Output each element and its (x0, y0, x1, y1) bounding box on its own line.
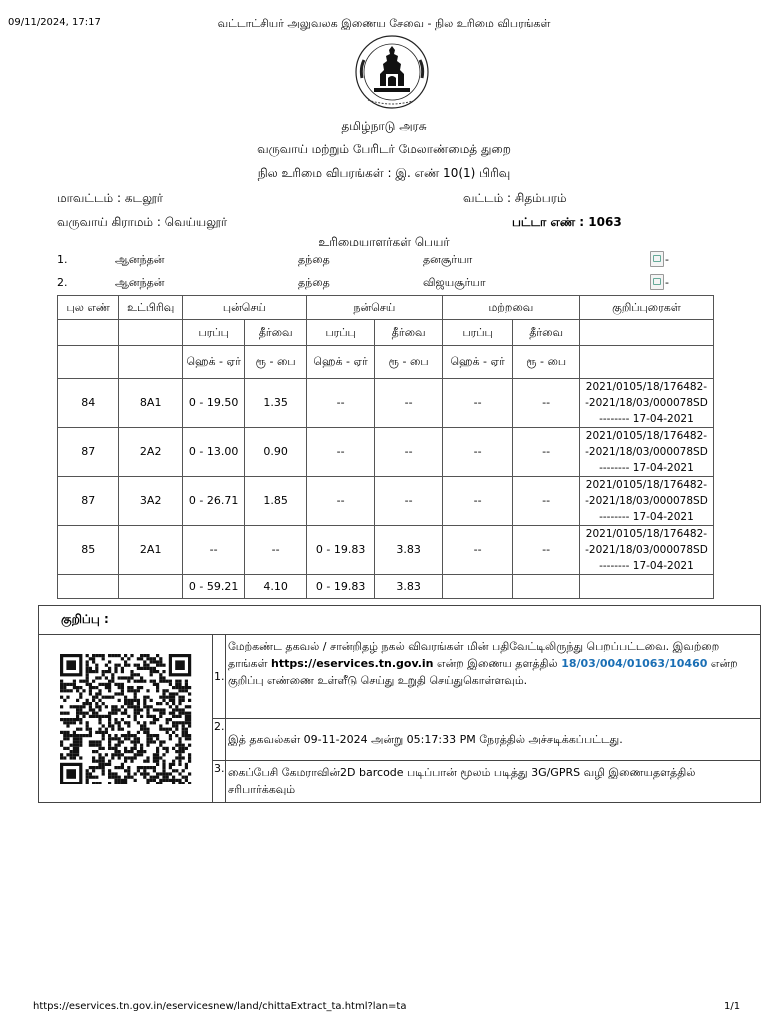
wet-area: 0 - 13.00 (182, 428, 244, 477)
total-dry-area: 0 - 19.83 (306, 575, 375, 599)
tax-unit: ரூ - பை (375, 346, 443, 379)
village-label: வருவாய் கிராமம் : வெய்யலூர் (57, 215, 228, 229)
tax-header: தீர்வை (513, 320, 580, 346)
total-wet-tax: 4.10 (245, 575, 306, 599)
subdivision-header: உட்பிரிவு (119, 296, 182, 320)
other-area: -- (442, 477, 513, 526)
note-table (38, 605, 761, 803)
owner-photo: - (650, 251, 669, 267)
dry-area: -- (306, 428, 375, 477)
owner-relative: விஜயசூர்யா (423, 276, 486, 289)
taluk-label: வட்டம் : சிதம்பரம் (463, 191, 567, 205)
broken-image-icon (650, 251, 664, 267)
dry-tax: 3.83 (375, 526, 443, 575)
note-item-number: 1. (213, 635, 226, 719)
area-unit: ஹெக் - ஏர் (442, 346, 513, 379)
owner-name: ஆனந்தன் (115, 253, 165, 266)
remarks: 2021/0105/18/176482- -2021/18/03/000078SD -------- 17-04-2021 (579, 428, 713, 477)
tax-unit: ரூ - பை (513, 346, 580, 379)
tax-unit: ரூ - பை (245, 346, 306, 379)
owner-relation: தந்தை (298, 253, 330, 266)
dry-land-header: நன்செய் (306, 296, 442, 320)
table-subheader-row (58, 320, 714, 346)
table-row (58, 526, 714, 575)
dry-area: -- (306, 379, 375, 428)
wet-land-header: புன்செய் (182, 296, 306, 320)
owner-relation: தந்தை (298, 276, 330, 289)
tax-header: தீர்வை (245, 320, 306, 346)
note-heading: குறிப்பு : (39, 606, 761, 635)
note-item: கைப்பேசி கேமராவின்2D barcode படிப்பான் மூலம் படித்து 3G/GPRS வழி இணையதளத்தில் சரிபார்க்கவும் (226, 761, 761, 803)
owner-name: ஆனந்தன் (115, 276, 165, 289)
dry-tax: -- (375, 379, 443, 428)
area-header: பரப்பு (182, 320, 244, 346)
owner-number: 2. (57, 276, 68, 289)
survey-number: 87 (58, 428, 119, 477)
subdivision: 2A2 (119, 428, 182, 477)
government-name: தமிழ்நாடு அரசு (341, 119, 427, 133)
dry-tax: -- (375, 477, 443, 526)
footer-url: https://eservices.tn.gov.in/eservicesnew/land/chittaExtract_ta.html?lan=ta (33, 1001, 407, 1012)
eservices-link[interactable]: https://eservices.tn.gov.in (271, 657, 434, 670)
table-row (58, 477, 714, 526)
document-title: நில உரிமை விபரங்கள் : இ. எண் 10(1) பிரிவு (257, 166, 511, 180)
qr-code-icon (59, 654, 193, 784)
remarks: 2021/0105/18/176482- -2021/18/03/000078SD -------- 17-04-2021 (579, 477, 713, 526)
remarks-header: குறிப்புரைகள் (579, 296, 713, 320)
table-row (58, 428, 714, 477)
note-item-number: 3. (213, 761, 226, 803)
patta-number: பட்டா எண் : 1063 (512, 215, 622, 229)
remarks: 2021/0105/18/176482- -2021/18/03/000078SD -------- 17-04-2021 (579, 526, 713, 575)
wet-area: -- (182, 526, 244, 575)
other-area: -- (442, 526, 513, 575)
survey-number: 84 (58, 379, 119, 428)
table-unit-row (58, 346, 714, 379)
broken-image-icon (650, 274, 664, 290)
other-tax: -- (513, 379, 580, 428)
subdivision: 3A2 (119, 477, 182, 526)
district-label: மாவட்டம் : கடலூர் (57, 191, 164, 205)
other-tax: -- (513, 477, 580, 526)
print-datetime: 09/11/2024, 17:17 (8, 17, 101, 28)
table-header-row (58, 296, 714, 320)
owner-photo: - (650, 274, 669, 290)
other-area: -- (442, 379, 513, 428)
wet-tax: 1.35 (245, 379, 306, 428)
other-tax: -- (513, 526, 580, 575)
tamilnadu-emblem-icon (348, 34, 436, 114)
subdivision: 8A1 (119, 379, 182, 428)
survey-number-header: புல எண் (58, 296, 119, 320)
area-unit: ஹெக் - ஏர் (306, 346, 375, 379)
survey-number: 87 (58, 477, 119, 526)
owner-relative: தனசூர்யா (423, 253, 473, 266)
owner-number: 1. (57, 253, 68, 266)
subdivision: 2A1 (119, 526, 182, 575)
area-header: பரப்பு (442, 320, 513, 346)
table-row (58, 379, 714, 428)
wet-area: 0 - 26.71 (182, 477, 244, 526)
page-title: வட்டாட்சியர் அலுவலக இணைய சேவை - நில உரிமை விபரங்கள் (217, 17, 551, 30)
reference-number: 18/03/004/01063/10460 (561, 657, 708, 670)
total-dry-tax: 3.83 (375, 575, 443, 599)
land-details-table (57, 295, 714, 599)
other-area: -- (442, 428, 513, 477)
table-total-row (58, 575, 714, 599)
survey-number: 85 (58, 526, 119, 575)
tax-header: தீர்வை (375, 320, 443, 346)
page-number: 1/1 (724, 1001, 741, 1012)
department-name: வருவாய் மற்றும் பேரிடர் மேலாண்மைத் துறை (257, 142, 511, 156)
total-wet-area: 0 - 59.21 (182, 575, 244, 599)
note-item: மேற்கண்ட தகவல் / சான்றிதழ் நகல் விவரங்கள் மின் பதிவேட்டிலிருந்து பெறப்பட்டவை. இவற்றை தாங்கள் https://eservices.tn.gov.in என்ற இணைய தளத்தில் 18/03/004/01063/10460 என்ற குறிப்பு எண்ணை உள்ளீடு செய்து உறுதி செய்துகொள்ளவும். (226, 635, 761, 719)
area-header: பரப்பு (306, 320, 375, 346)
area-unit: ஹெக் - ஏர் (182, 346, 244, 379)
dry-tax: -- (375, 428, 443, 477)
dry-area: 0 - 19.83 (306, 526, 375, 575)
note-item: இத் தகவல்கள் 09-11-2024 அன்று 05:17:33 PM நேரத்தில் அச்சடிக்கப்பட்டது. (226, 719, 761, 761)
wet-tax: 1.85 (245, 477, 306, 526)
wet-tax: -- (245, 526, 306, 575)
other-land-header: மற்றவை (442, 296, 579, 320)
wet-area: 0 - 19.50 (182, 379, 244, 428)
remarks: 2021/0105/18/176482- -2021/18/03/000078SD -------- 17-04-2021 (579, 379, 713, 428)
dry-area: -- (306, 477, 375, 526)
owners-heading: உரிமையாளர்கள் பெயர் (318, 235, 450, 249)
qr-cell (39, 635, 213, 803)
other-tax: -- (513, 428, 580, 477)
note-item-number: 2. (213, 719, 226, 761)
wet-tax: 0.90 (245, 428, 306, 477)
